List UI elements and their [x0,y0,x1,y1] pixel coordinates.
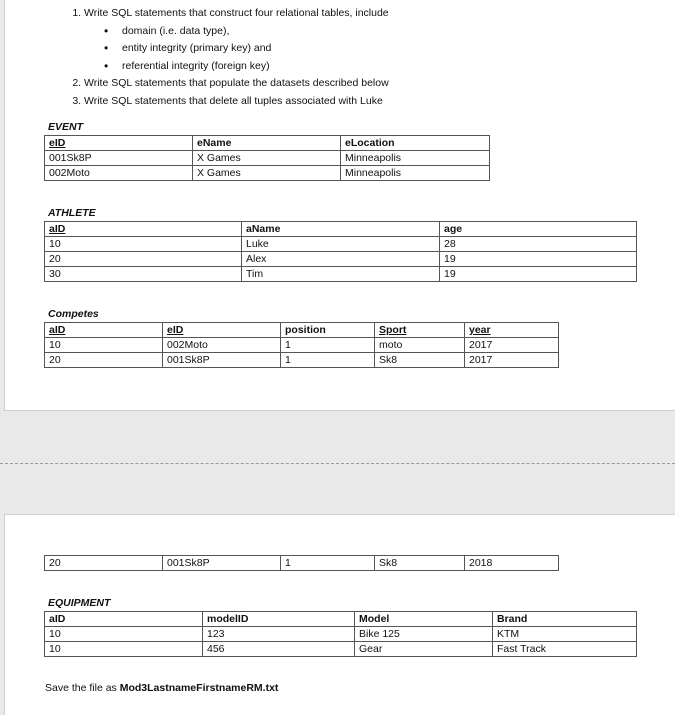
table-cell: 002Moto [163,338,281,353]
column-header: modelID [203,612,355,627]
table-cell: Sk8 [375,556,465,571]
requirement-item: 2. Write SQL statements that populate the datasets described below [84,75,389,93]
table-row [45,338,559,353]
table-cell: 123 [203,627,355,642]
column-header: aID [45,323,163,338]
table-cell: 28 [440,237,637,252]
equipment-table [44,611,637,657]
table-header-row [45,323,559,338]
table-cell: 10 [45,338,163,353]
table-cell: Gear [355,642,493,657]
subitem: • entity integrity (primary key) and [104,40,389,58]
table-cell: Fast Track [493,642,637,657]
subitem: • domain (i.e. data type), [104,23,389,41]
table-row [45,627,637,642]
table-cell: 1 [281,556,375,571]
save-prefix: Save the file as [45,682,117,694]
column-header: aName [242,222,440,237]
table-cell: 19 [440,267,637,282]
table-cell: moto [375,338,465,353]
column-header: year [465,323,559,338]
table-cell: 2017 [465,338,559,353]
competes-continued-table [44,555,559,571]
table-cell: 20 [45,353,163,368]
event-table [44,135,490,181]
save-instruction [45,682,278,694]
column-header: eName [193,136,341,151]
competes-table [44,322,559,368]
column-header: Model [355,612,493,627]
table-header-row [45,136,490,151]
subitem: • referential integrity (foreign key) [104,58,389,76]
table-cell: 001Sk8P [163,556,281,571]
table-cell: 001Sk8P [45,151,193,166]
table-cell: Luke [242,237,440,252]
table-row [45,237,637,252]
column-header: aID [45,222,242,237]
column-header: Brand [493,612,637,627]
table-cell: 2017 [465,353,559,368]
table-row [45,151,490,166]
table-header-row [45,612,637,627]
column-header: eID [163,323,281,338]
table-cell: 10 [45,642,203,657]
equipment-caption: EQUIPMENT [48,597,111,609]
table-row [45,267,637,282]
table-cell: X Games [193,151,341,166]
athlete-caption: ATHLETE [48,207,96,219]
column-header: Sport [375,323,465,338]
table-cell: 2018 [465,556,559,571]
column-header: eLocation [341,136,490,151]
table-cell: Bike 125 [355,627,493,642]
table-cell: 30 [45,267,242,282]
table-cell: Minneapolis [341,166,490,181]
table-cell: Minneapolis [341,151,490,166]
table-row [45,642,637,657]
table-cell: 19 [440,252,637,267]
column-header: eID [45,136,193,151]
table-cell: 1 [281,353,375,368]
requirement-item: 3. Write SQL statements that delete all tuples associated with Luke [84,93,389,111]
table-header-row [45,222,637,237]
table-cell: X Games [193,166,341,181]
table-cell: 001Sk8P [163,353,281,368]
table-cell: 10 [45,627,203,642]
table-cell: KTM [493,627,637,642]
column-header: age [440,222,637,237]
table-cell: 20 [45,556,163,571]
page-break-line [0,463,675,464]
athlete-table [44,221,637,282]
table-row [45,166,490,181]
table-cell: Alex [242,252,440,267]
table-cell: Tim [242,267,440,282]
column-header: aID [45,612,203,627]
table-cell: Sk8 [375,353,465,368]
requirements-list [62,5,389,110]
table-cell: 002Moto [45,166,193,181]
table-cell: 1 [281,338,375,353]
table-row [45,556,559,571]
requirement-sublist [84,23,389,76]
save-filename: Mod3LastnameFirstnameRM.txt [119,682,279,694]
column-header: position [281,323,375,338]
table-row [45,252,637,267]
requirement-item: 1. Write SQL statements that construct four relational tables, include • domain (i.e. data type), • entity integrity (primary key) and • referential integrity (foreign key) [84,5,389,75]
table-row [45,353,559,368]
competes-caption: Competes [48,308,99,320]
table-cell: 20 [45,252,242,267]
table-cell: 456 [203,642,355,657]
event-caption: EVENT [48,121,84,133]
table-cell: 10 [45,237,242,252]
